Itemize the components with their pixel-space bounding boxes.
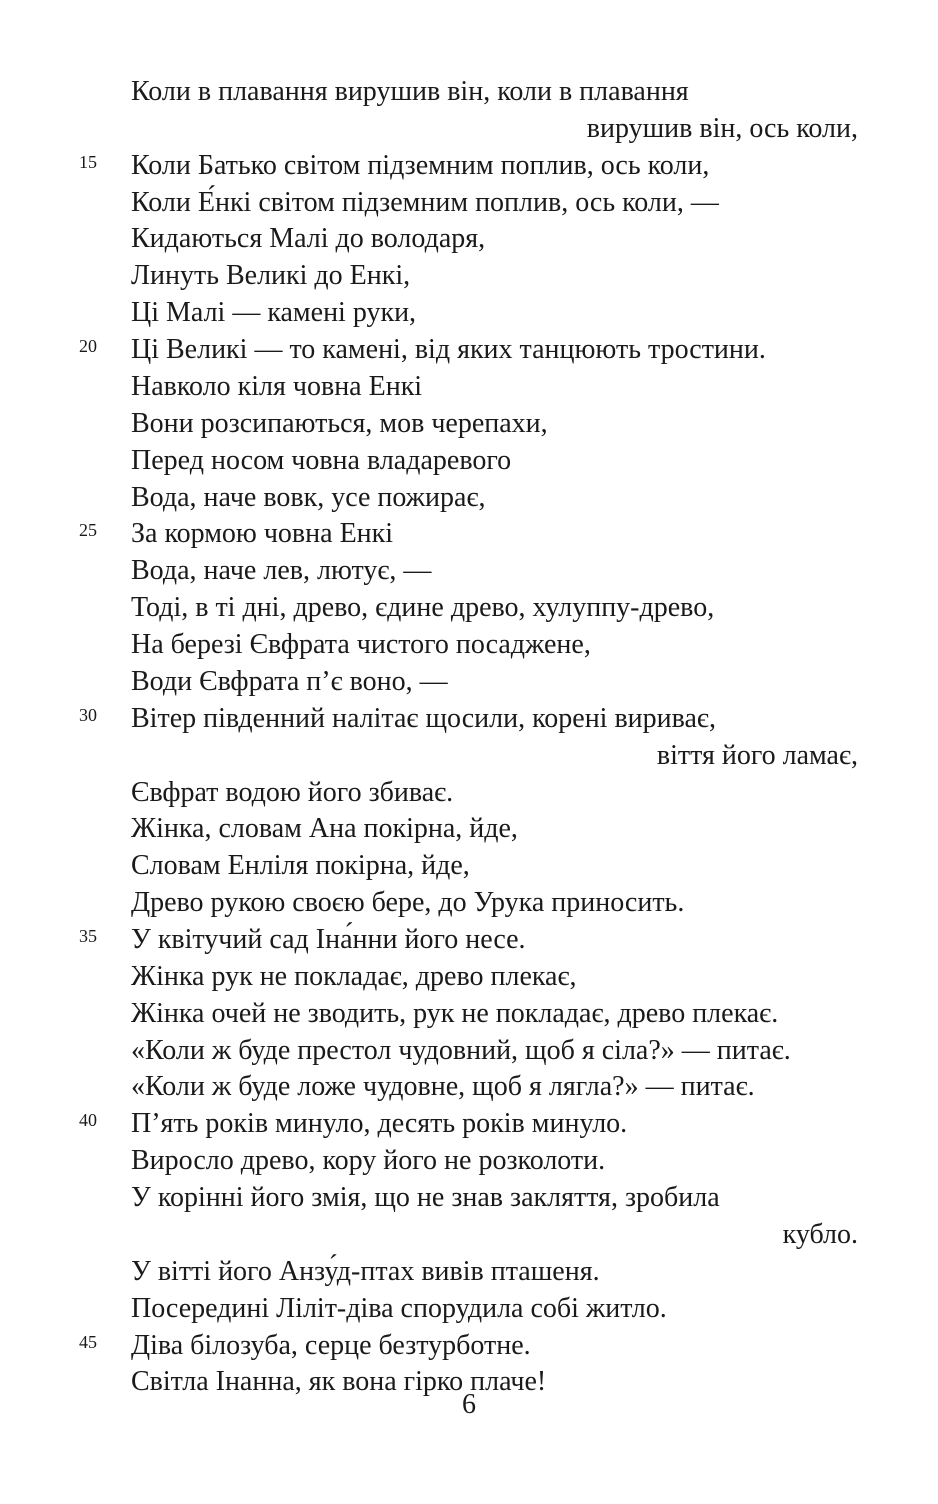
verse-continuation: кубло.: [782, 1218, 858, 1250]
poem-line: [0, 148, 938, 184]
verse-text: За кормою човна Енкі: [131, 518, 394, 550]
verse-text: Словам Енліля покірна, йде,: [131, 850, 470, 882]
verse-text: Світла Інанна, як вона гірко плаче!: [131, 1366, 547, 1398]
verse-continuation: вирушив він, ось коли,: [586, 112, 858, 144]
line-number: 45: [79, 1331, 97, 1352]
verse-text: У корінні його змія, що не знав закляття, зробила: [131, 1182, 720, 1214]
poem-line: [0, 443, 938, 479]
verse-text: Кидаються Малі до володаря,: [131, 223, 486, 255]
verse-text: Жінка очей не зводить, рук не покладає, древо плекає.: [131, 997, 779, 1029]
page-number: 6: [462, 1389, 476, 1420]
verse-text: П’ять років минуло, десять років минуло.: [131, 1108, 628, 1140]
verse-text: Линуть Великі до Енкі,: [131, 260, 411, 292]
poem-line: [0, 590, 938, 626]
poem-line: [0, 406, 938, 442]
poem-line: [0, 885, 938, 921]
verse-text: «Коли ж буде престол чудовний, щоб я сіла?» — питає.: [131, 1034, 791, 1066]
line-number: 40: [79, 1110, 97, 1131]
poem-line: [0, 185, 938, 221]
verse-text: Перед носом човна владаревого: [131, 444, 512, 476]
verse-text: Євфрат водою його збиває.: [131, 776, 454, 808]
verse-text: У квітучий сад Іна́нни його несе.: [131, 924, 526, 955]
poem-line: [0, 922, 938, 958]
poem-line: [0, 959, 938, 995]
poem-line: [0, 738, 938, 774]
line-number: 20: [79, 336, 97, 357]
verse-text: Коли в плавання вирушив він, коли в плавання: [131, 76, 689, 107]
poem-line: [0, 369, 938, 405]
poem-line: [0, 221, 938, 257]
verse-text: Посередині Ліліт-діва спорудила собі житло.: [131, 1292, 667, 1324]
verse-text: Коли Е́нкі світом підземним поплив, ось коли, —: [131, 186, 719, 218]
verse-text: Жінка рук не покладає, древо плекає,: [131, 960, 577, 992]
poem-line: [0, 480, 938, 516]
verse-text: Навколо кіля човна Енкі: [131, 370, 423, 402]
verse-text: Ці Малі — камені руки,: [131, 297, 417, 329]
poem-line: [0, 1328, 938, 1364]
poem-line: [0, 848, 938, 884]
verse-text: На березі Євфрата чистого посаджене,: [131, 629, 591, 661]
verse-text: Вітер південний налітає щосили, корені вириває,: [131, 702, 716, 734]
verse-text: «Коли ж буде ложе чудовне, щоб я лягла?» — питає.: [131, 1071, 755, 1103]
verse-text: Води Євфрата п’є воно, —: [131, 665, 448, 697]
poem-line: [0, 516, 938, 552]
poem-line: [0, 553, 938, 589]
poem-line: [0, 775, 938, 811]
poem-line: [0, 332, 938, 368]
poem-line: [0, 111, 938, 147]
verse-text: У вітті його Анзу́д-птах вивів пташеня.: [131, 1255, 600, 1287]
poem-line: [0, 74, 938, 110]
verse-continuation: віття його ламає,: [656, 739, 858, 771]
poem-line: [0, 1069, 938, 1105]
verse-text: Вода, наче вовк, усе пожирає,: [131, 481, 486, 513]
line-number: 35: [79, 926, 97, 946]
line-number: 25: [79, 520, 97, 541]
verse-text: Ці Великі — то камені, від яких танцюють тростини.: [131, 334, 766, 366]
poem-line: [0, 1254, 938, 1290]
poem-line: [0, 1033, 938, 1069]
verse-text: Тоді, в ті дні, древо, єдине древо, хулуппу-древо,: [131, 592, 715, 624]
verse-text: Виросло древо, кору його не розколоти.: [131, 1145, 606, 1177]
poem-line: [0, 1180, 938, 1216]
verse-text: Вони розсипаються, мов черепахи,: [131, 407, 548, 439]
poem-line: [0, 1106, 938, 1142]
poem-line: [0, 295, 938, 331]
poem-line: [0, 1143, 938, 1179]
poem-line: [0, 1291, 938, 1327]
verse-text: Жінка, словам Ана покірна, йде,: [131, 813, 518, 845]
poem-line: [0, 664, 938, 700]
verse-text: Діва білозуба, серце безтурботне.: [131, 1329, 531, 1361]
verse-text: Вода, наче лев, лютує, —: [131, 555, 432, 587]
poem-line: [0, 811, 938, 847]
verse-text: Древо рукою своєю бере, до Урука приносить.: [131, 887, 685, 919]
poem-line: [0, 996, 938, 1032]
verse-text: Коли Батько світом підземним поплив, ось коли,: [131, 149, 710, 181]
poem-line: [0, 1217, 938, 1253]
line-number: 30: [79, 704, 97, 725]
poem-line: [0, 258, 938, 294]
poem-line: [0, 701, 938, 737]
poem-line: [0, 627, 938, 663]
line-number: 15: [79, 151, 97, 172]
